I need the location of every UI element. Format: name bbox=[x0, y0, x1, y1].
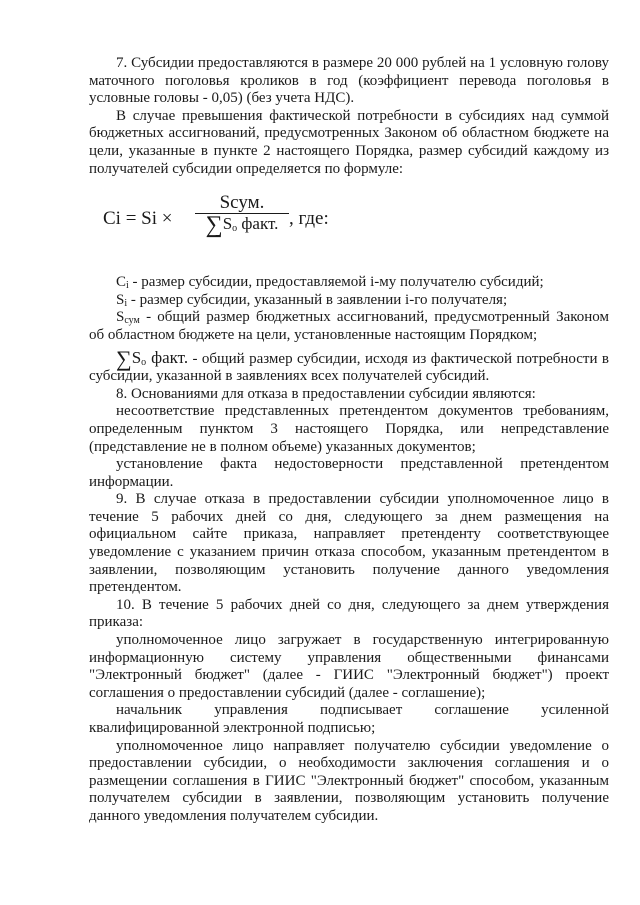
ssum-symbol: S bbox=[116, 309, 125, 326]
paragraph-10a: уполномоченное лицо загружает в государственную интегрированную информационную систему управления общественными финансами "Электронный бюджет" (далее - ГИИС "Электронный бюджет") проект соглашения о предоставлении субсидий (далее - соглашение); bbox=[89, 632, 609, 701]
formula-numerator: Sсум. bbox=[219, 192, 265, 214]
paragraph-10b: начальник управления подписывает соглашение усиленной квалифицированной электронной подписью; bbox=[89, 702, 609, 736]
sum-sigma: ∑ bbox=[116, 345, 132, 371]
paragraph-8b: установление факта недостоверности представленной претендентом информации. bbox=[89, 456, 609, 490]
paragraph-8a: несоответствие представленных претендентом документов требованиям, определенным пунктом 3 настоящего Порядка, или непредставление (представление не в полном объеме) указанных документов; bbox=[89, 403, 609, 455]
definition-ssum bbox=[89, 309, 609, 344]
definition-si bbox=[89, 292, 609, 310]
den-s: S bbox=[222, 213, 233, 233]
definition-ci bbox=[89, 274, 609, 292]
den-rest: факт. bbox=[237, 213, 279, 233]
document-page bbox=[89, 55, 609, 826]
formula-fraction bbox=[195, 192, 289, 238]
formula-tail: , где: bbox=[289, 208, 329, 230]
subsidy-formula bbox=[89, 190, 609, 264]
sum-s: S bbox=[131, 347, 142, 367]
ci-sub: i bbox=[126, 280, 129, 292]
sigma-symbol: ∑ bbox=[205, 211, 223, 238]
paragraph-10: 10. В течение 5 рабочих дней со дня, следующего за днем утверждения приказа: bbox=[89, 596, 609, 631]
den-sub: o bbox=[232, 222, 238, 234]
paragraph-7: 7. Субсидии предоставляются в размере 20 000 рублей на 1 условную голову маточного поголовья кроликов в год (коэффициент перевода поголовья в условные головы - 0,05) (без учета НДС). bbox=[89, 55, 609, 107]
ci-text: - размер субсидии, предоставляемой i-му получателю субсидий; bbox=[128, 274, 544, 291]
ssum-sub: сум bbox=[124, 315, 140, 327]
si-symbol: S bbox=[116, 291, 125, 308]
sum-sub: o bbox=[141, 356, 147, 368]
paragraph-10c: уполномоченное лицо направляет получателю субсидии уведомление о предоставлении субсидии, о необходимости заключения соглашения и о размещении соглашения в ГИИС "Электронный бюджет" способом, указанным получателем субсидии в заявлении, позволяющим установить получение данного уведомления получателем субсидии. bbox=[89, 737, 609, 824]
sum-fact-term bbox=[116, 345, 189, 371]
sum-rest: факт. bbox=[146, 347, 189, 367]
si-sub: i bbox=[124, 297, 128, 309]
ci-symbol: C bbox=[116, 274, 127, 291]
paragraph-9: 9. В случае отказа в предоставлении субсидии уполномоченное лицо в течение 5 рабочих дней со дня, следующего за днем размещения на официальном сайте приказа, направляет претенденту соответствующее уведомление с указанием причин отказа способом, указанным претендентом в заявлении, позволяющим установить получение данного уведомления претендентом. bbox=[89, 491, 609, 596]
sum-text: - общий размер субсидии, исходя из фактической потребности в субсидии, указанной в заявлениях всех получателей субсидий. bbox=[89, 350, 609, 385]
formula-denominator bbox=[195, 211, 289, 238]
definition-sum-fact bbox=[89, 345, 609, 386]
ssum-text: - общий размер бюджетных ассигнований, предусмотренный Законом об областном бюджете на цели, установленные настоящим Порядком; bbox=[89, 309, 609, 343]
formula-lhs: Ci = Si × bbox=[103, 208, 173, 230]
si-text: - размер субсидии, указанный в заявлении i-го получателя; bbox=[127, 291, 508, 308]
paragraph-7-excess: В случае превышения фактической потребности в субсидиях над суммой бюджетных ассигнований, предусмотренных Законом об областном бюджете на цели, указанные в пункте 2 настоящего Порядка, размер субсидий каждому из получателей субсидии определяется по формуле: bbox=[89, 107, 609, 177]
paragraph-8: 8. Основаниями для отказа в предоставлении субсидии являются: bbox=[116, 385, 536, 402]
